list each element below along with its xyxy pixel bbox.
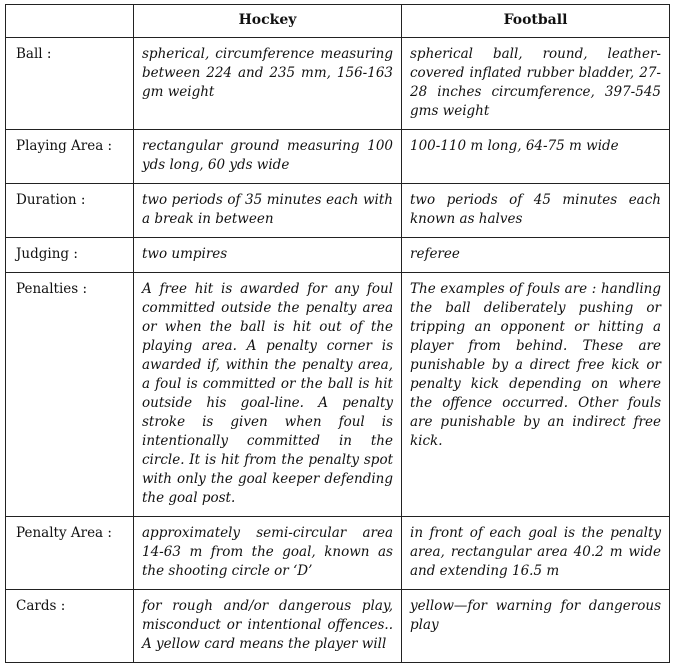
table-row-duration: [6, 184, 670, 238]
row-label: Judging :: [6, 238, 134, 273]
table-row-penalty-area: [6, 517, 670, 590]
table-row-penalties: [6, 273, 670, 517]
table-row-playing-area: [6, 130, 670, 184]
hockey-cell: two periods of 35 minutes each with a break in between: [134, 184, 402, 238]
table-row-judging: [6, 238, 670, 273]
header-corner-cell: [6, 5, 134, 38]
football-cell: The examples of fouls are : handling the ball deliberately pushing or tripping an opponent or hitting a player from behind. These are punishable by a direct free kick or penalty kick depending on where the offence occurred. Other fouls are punishable by an indirect free kick.: [402, 273, 670, 517]
hockey-cell: spherical, circumference measuring between 224 and 235 mm, 156-163 gm weight: [134, 38, 402, 130]
football-cell: referee: [402, 238, 670, 273]
header-hockey: Hockey: [134, 5, 402, 38]
row-label: Cards :: [6, 590, 134, 663]
hockey-cell: approximately semi-circular area 14-63 m from the goal, known as the shooting circle or ‘D’: [134, 517, 402, 590]
football-cell: spherical ball, round, leather-covered inflated rubber bladder, 27-28 inches circumference, 397-545 gms weight: [402, 38, 670, 130]
comparison-table: [5, 4, 670, 663]
hockey-cell: A free hit is awarded for any foul committed outside the penalty area or when the ball is hit out of the playing area. A penalty corner is awarded if, within the penalty area, a foul is committed or the ball is hit outside his goal-line. A penalty stroke is given when foul is intentionally committed in the circle. It is hit from the penalty spot with only the goal keeper defending the goal post.: [134, 273, 402, 517]
row-label: Penalty Area :: [6, 517, 134, 590]
hockey-cell: rectangular ground measuring 100 yds long, 60 yds wide: [134, 130, 402, 184]
football-cell: two periods of 45 minutes each known as halves: [402, 184, 670, 238]
row-label: Duration :: [6, 184, 134, 238]
hockey-cell: for rough and/or dangerous play, misconduct or intentional offences.. A yellow card means the player will: [134, 590, 402, 663]
football-cell: yellow—for warning for dangerous play: [402, 590, 670, 663]
row-label: Playing Area :: [6, 130, 134, 184]
header-row: [6, 5, 670, 38]
football-cell: in front of each goal is the penalty area, rectangular area 40.2 m wide and extending 16.5 m: [402, 517, 670, 590]
hockey-cell: two umpires: [134, 238, 402, 273]
table-row-cards: [6, 590, 670, 663]
row-label: Penalties :: [6, 273, 134, 517]
football-cell: 100-110 m long, 64-75 m wide: [402, 130, 670, 184]
row-label: Ball :: [6, 38, 134, 130]
document-page: [5, 4, 669, 652]
header-football: Football: [402, 5, 670, 38]
table-row-ball: [6, 38, 670, 130]
